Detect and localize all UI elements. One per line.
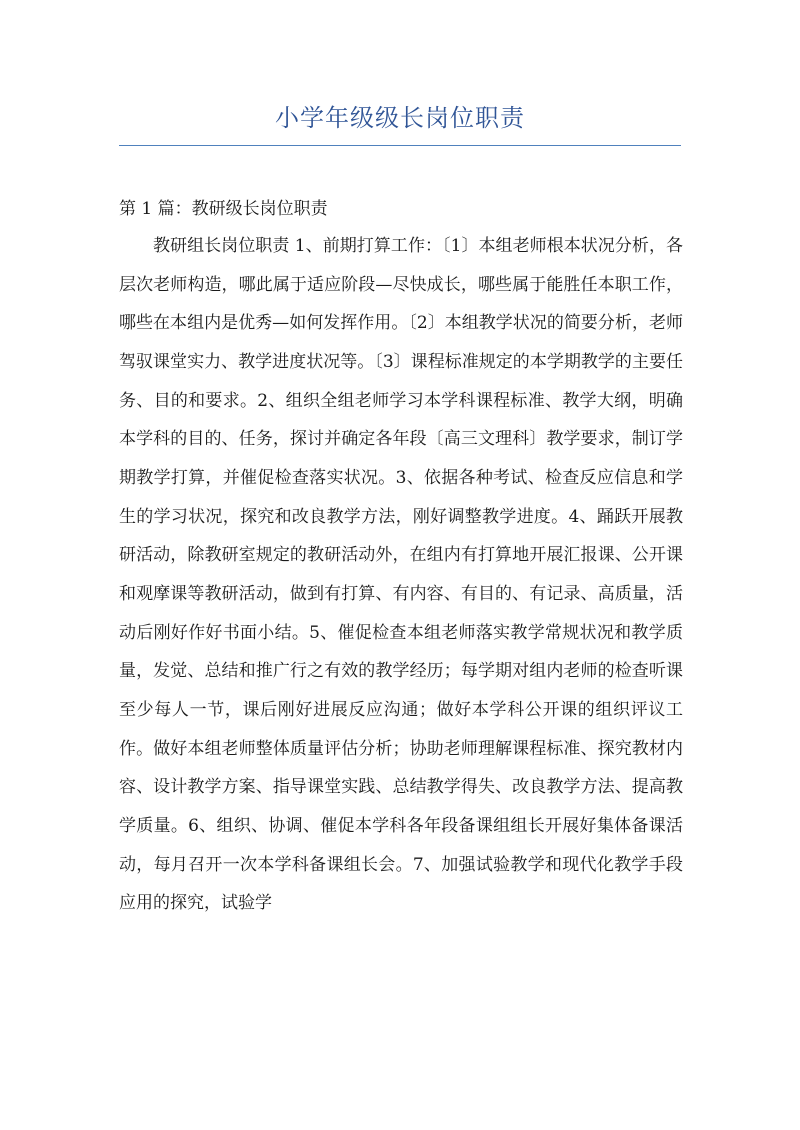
section-heading: 第 1 篇：教研级长岗位职责 (119, 199, 328, 219)
document-title: 小学年级级长岗位职责 (275, 104, 525, 132)
title-underline (119, 145, 681, 146)
body-paragraph: 教研组长岗位职责 1、前期打算工作：〔1〕本组老师根本状况分析，各层次老师构造，哪此属于适应阶段—尽快成长，哪些属于能胜任本职工作，哪些在本组内是优秀—如何发挥作用。〔2〕本组教学状况的简要分析，老师驾驭课堂实力、教学进度状况等。〔3〕课程标准规定的本学期教学的主要任务、目的和要求。2、组织全组老师学习本学科课程标准、教学大纲，明确本学科的目的、任务，探讨并确定各年段〔高三文理科〕教学要求，制订学期教学打算，并催促检查落实状况。3、依据各种考试、检查反应信息和学生的学习状况，探究和改良教学方法，刚好调整教学进度。4、踊跃开展教研活动，除教研室规定的教研活动外，在组内有打算地开展汇报课、公开课和观摩课等教研活动，做到有打算、有内容、有目的、有记录、高质量，活动后刚好作好书面小结。5、催促检查本组老师落实教学常规状况和教学质量，发觉、总结和推广行之有效的教学经历；每学期对组内老师的检查听课至少每人一节，课后刚好进展反应沟通；做好本学科公开课的组织评议工作。做好本组老师整体质量评估分析；协助老师理解课程标准、探究教材内容、设计教学方案、指导课堂实践、总结教学得失、改良教学方法、提高教学质量。6、组织、协调、催促本学科各年段备课组组长开展好集体备课活动，每月召开一次本学科备课组长会。7、加强试验教学和现代化教学手段应用的探究，试验学 (119, 236, 683, 914)
